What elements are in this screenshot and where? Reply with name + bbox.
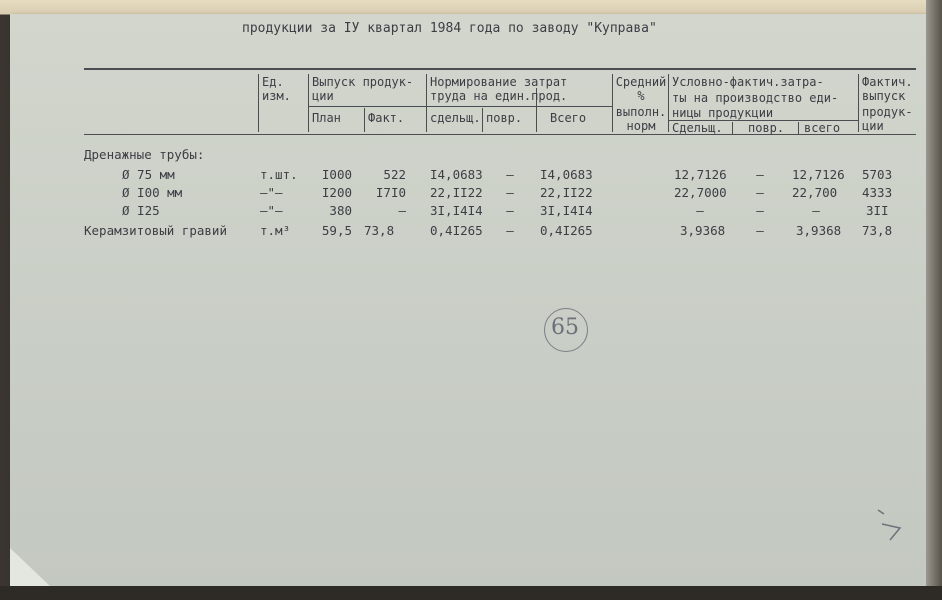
row-actual: 5703: [862, 167, 893, 182]
row-norm-total: 3I,I4I4: [540, 203, 593, 218]
row-cost-piece: 3,9368: [680, 223, 726, 238]
row-actual: 73,8: [862, 223, 893, 238]
row-cost-piece: 12,7126: [674, 167, 727, 182]
header-output-title-2: ции: [312, 89, 334, 103]
binder-edge: [926, 0, 942, 600]
header-cost-time: повр.: [748, 121, 785, 135]
row-cost-total: 12,7126: [792, 167, 845, 182]
header-cost-piece: Сдельщ.: [672, 121, 723, 135]
row-plan: 380: [329, 203, 352, 218]
row-actual: 3II: [866, 203, 889, 218]
col-sep-cost: [668, 74, 669, 132]
row-norm-total: I4,0683: [540, 167, 593, 182]
header-labor-total: Всего: [550, 111, 587, 125]
row-norm-piece: I4,0683: [430, 167, 483, 182]
col-sep-cost-time: [798, 122, 799, 134]
header-actual-4: ции: [862, 119, 884, 133]
col-sep-unit: [258, 74, 259, 132]
header-labor-title-1: Нормирование затрат: [430, 75, 568, 89]
header-avg-2: %: [637, 89, 645, 103]
row-fact: 522: [383, 167, 406, 182]
row-name: Ø I25: [122, 203, 160, 218]
header-output-fact: Факт.: [368, 111, 405, 125]
col-sep-cost-piece: [732, 122, 733, 134]
col-sep-labor: [426, 74, 427, 132]
row-name: Ø I00 мм: [122, 185, 183, 200]
header-actual-2: выпуск: [862, 89, 906, 103]
previous-sheet-edge: [0, 0, 942, 15]
row-plan: I000: [321, 167, 352, 182]
header-output-title-1: Выпуск продук-: [312, 75, 414, 89]
background-band: [0, 586, 942, 600]
row-norm-time: –: [506, 203, 514, 218]
header-bottom-rule: [84, 134, 916, 135]
row-actual: 4333: [862, 185, 893, 200]
header-avg-1: Средний: [615, 75, 667, 89]
header-avg-4: норм: [626, 119, 656, 133]
output-labor-subrule: [308, 106, 612, 107]
header-unit-1: Ед.: [262, 75, 284, 89]
col-sep-plan-fact: [364, 108, 365, 132]
row-fact: 73,8: [364, 223, 395, 238]
header-labor-title-2: труда на един.прод.: [430, 89, 568, 103]
row-cost-total: 22,700: [792, 185, 838, 200]
row-plan: I200: [321, 185, 352, 200]
header-cost-title-1: Условно-фактич.затра-: [672, 75, 824, 89]
header-output-plan: План: [312, 111, 341, 125]
row-name: Керамзитовый гравий: [84, 223, 227, 238]
header-cost-title-2: ты на производство еди-: [672, 91, 839, 105]
header-cost-title-3: ницы продукции: [672, 106, 774, 120]
header-labor-piece: сдельщ.: [430, 111, 481, 125]
row-name: Ø 75 мм: [122, 167, 175, 182]
row-unit: –"–: [260, 203, 283, 218]
col-sep-output: [308, 74, 309, 132]
row-norm-total: 22,II22: [540, 185, 593, 200]
document-sheet: [10, 14, 928, 586]
header-unit-2: изм.: [262, 89, 291, 103]
document-subtitle: продукции за IУ квартал 1984 года по заводу "Куправа": [242, 21, 657, 36]
header-actual-3: продук-: [862, 105, 913, 119]
col-sep-actual: [858, 74, 859, 132]
col-sep-avg: [612, 74, 613, 132]
header-avg-3: выполн.: [615, 105, 667, 119]
header-labor-time: повр.: [486, 111, 523, 125]
row-cost-piece: 22,7000: [674, 185, 727, 200]
col-sep-piece-time: [482, 108, 483, 132]
row-norm-time: –: [506, 167, 514, 182]
row-name: Дренажные трубы:: [84, 147, 205, 162]
row-cost-time: –: [756, 185, 764, 200]
row-norm-time: –: [506, 185, 514, 200]
row-unit: т.м³: [260, 223, 291, 238]
pencil-check-mark-icon: [870, 506, 910, 546]
handwritten-page-number: 65: [551, 315, 579, 340]
row-norm-time: –: [506, 223, 514, 238]
row-fact: I7I0: [375, 185, 406, 200]
table-top-rule: [84, 68, 916, 70]
row-cost-total: 3,9368: [796, 223, 842, 238]
row-cost-piece: –: [696, 203, 704, 218]
folded-corner: [10, 548, 50, 586]
row-cost-time: –: [756, 203, 764, 218]
row-norm-piece: 3I,I4I4: [430, 203, 483, 218]
row-unit: –"–: [260, 185, 283, 200]
row-unit: т.шт.: [260, 167, 298, 182]
row-cost-time: –: [756, 223, 764, 238]
row-norm-piece: 0,4I265: [430, 223, 483, 238]
row-norm-piece: 22,II22: [430, 185, 483, 200]
header-actual-1: Фактич.: [862, 75, 913, 89]
row-cost-total: –: [812, 203, 820, 218]
row-norm-total: 0,4I265: [540, 223, 593, 238]
row-plan: 59,5: [321, 223, 352, 238]
header-cost-total: всего: [804, 121, 841, 135]
row-cost-time: –: [756, 167, 764, 182]
row-fact: –: [398, 203, 406, 218]
